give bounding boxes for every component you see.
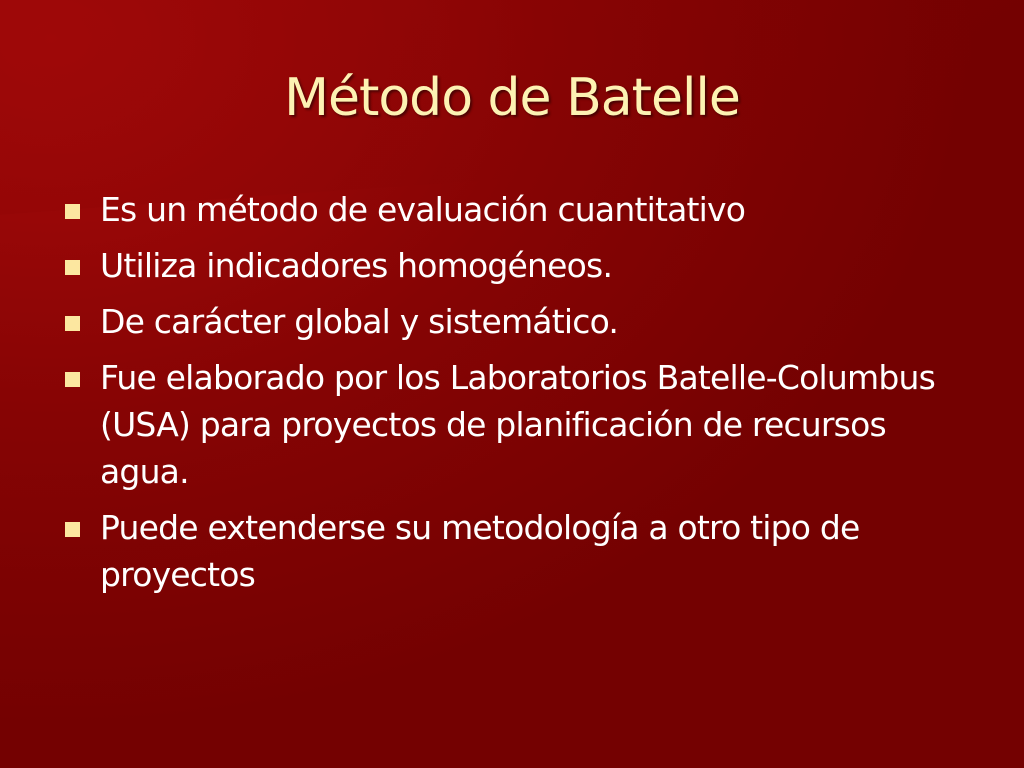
bullet-item xyxy=(62,298,962,345)
bullet-item xyxy=(62,186,962,233)
square-bullet-icon xyxy=(65,372,80,387)
square-bullet-icon xyxy=(65,204,80,219)
square-bullet-icon xyxy=(65,316,80,331)
bullet-text: Fue elaborado por los Laboratorios Batelle-Columbus (USA) para proyectos de planificación de recursos agua. xyxy=(100,358,936,491)
bullet-item xyxy=(62,504,962,598)
bullet-text: Puede extenderse su metodología a otro tipo de proyectos xyxy=(100,508,860,594)
square-bullet-icon xyxy=(65,260,80,275)
slide-title: Método de Batelle xyxy=(284,68,740,128)
bullet-text: De carácter global y sistemático. xyxy=(100,302,619,341)
bullet-text: Es un método de evaluación cuantitativo xyxy=(100,190,746,229)
square-bullet-icon xyxy=(65,522,80,537)
bullet-item xyxy=(62,354,962,495)
bullet-text: Utiliza indicadores homogéneos. xyxy=(100,246,613,285)
bullet-list xyxy=(62,186,962,607)
bullet-item xyxy=(62,242,962,289)
